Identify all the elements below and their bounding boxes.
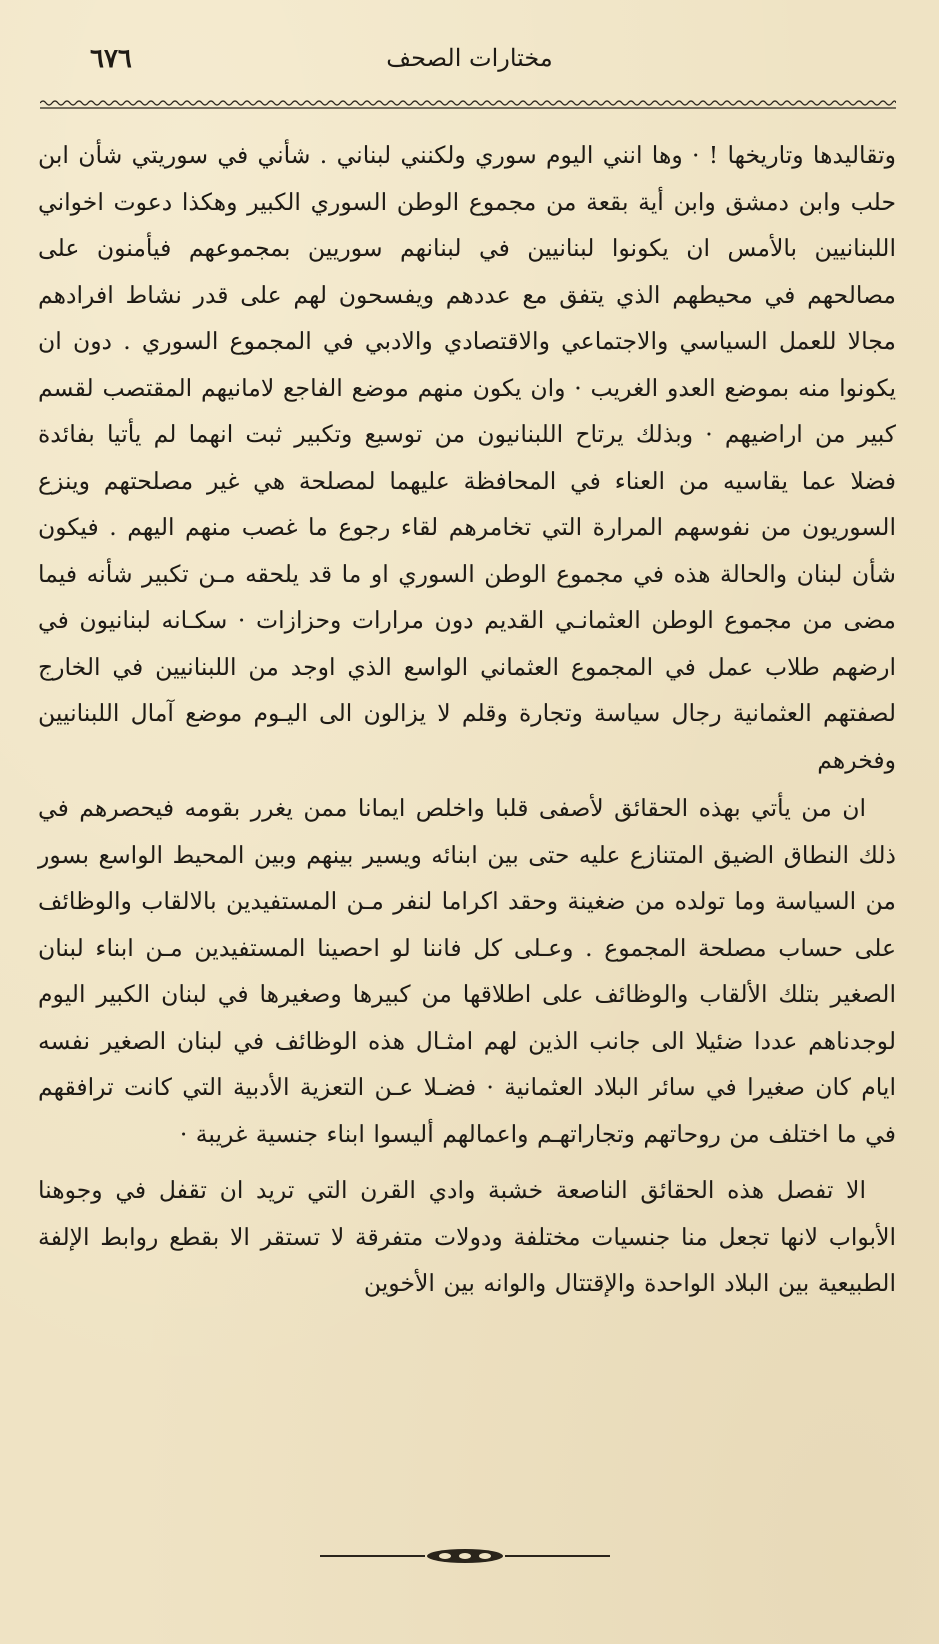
article-body (38, 132, 896, 1307)
paragraph-3: الا تفصل هذه الحقائق الناصعة خشبة وادي القرن التي تريد ان تقفل في وجوهنا الأبواب لانها تجعل منا جنسيات مختلفة ودولات متفرقة لا تستقر الا بقطع روابط الإلفة الطبيعية بين البلاد الواحدة والإقتتال والوانه بين الأخوين (38, 1176, 896, 1297)
paragraph-2: ان من يأتي بهذه الحقائق لأصفى قلبا واخلص ايمانا ممن يغرر بقومه فيحصرهم في ذلك النطاق الضيق المتنازع عليه حتى بين ابنائه ويسير بينهم وبين المحيط الواسع بسور من السياسة وما تولده من ضغينة وحقد اكراما لنفر مـن المستفيدين بالالقاب والوظائف على حساب مصلحة المجموع . وعـلى كل فاننا لو احصينا المستفيدين مـن ابناء لبنان الصغير بتلك الألقاب والوظائف على اطلاقها من كبيرها وصغيرها في لبنان الكبير اليوم لوجدناهم عددا ضئيلا الى جانب الذين لهم امثـال هذه الوظائف في لبنان الصغير نفسه ايام كان صغيرا في سائر البلاد العثمانية · فضـلا عـن التعزية الأدبية التي كانت ترافقهم في ما اختلف من روحاتهم وتجاراتهـم واعمالهم أليسوا ابناء جنسية غريبة · (38, 794, 896, 1148)
running-title: مختارات الصحف (386, 44, 553, 72)
end-ornament (320, 1546, 610, 1566)
page-number: ٦٧٦ (90, 44, 132, 74)
page-header (40, 40, 899, 80)
wavy-rule (40, 98, 896, 110)
paragraph-1: وتقاليدها وتاريخها ! · وها انني اليوم سوري ولكنني لبناني . شأني في سوريتي شأن ابن حلب وابن دمشق وابن أية بقعة من مجموع الوطن السوري الكبير وهكذا دعوت اخواني اللبنانيين بالأمس ان يكونوا لبنانيين في لبنانهم سوريين بمجموعهم فيأمنون على مصالحهم في محيطهم الذي يتفق مع عددهم ويفسحون لهم على قدر نشاط افرادهم مجالا للعمل السياسي والاجتماعي والاقتصادي والادبي في المجموع السوري . دون ان يكونوا منه بموضع العدو الغريب · وان يكون منهم موضع الفاجع لامانيهم المقتصب لقسم كبير من اراضيهم · وبذلك يرتاح اللبنانيون من توسيع وتكبير ثبت انهما لم يأتيا بفائدة فضلا عما يقاسيه من العناء في المحافظة عليهما لمصلحة هي غير مصلحتهم وينزع السوريون من نفوسهم المرارة التي تخامرهم لقاء رجوع ما غصب منهم اليهم . فيكون شأن لبنان والحالة هذه في مجموع الوطن السوري او ما قد يلحقه مـن تكبير شأنه فيما مضى من مجموع الوطن العثمانـي القديم دون مرارات وحزازات · سكـانه لبنانيون في ارضهم طلاب عمل في المجموع العثماني الواسع الذي اوجد من اللبنانيين في الخارج لصفتهم العثمانية رجال سياسة وتجارة وقلم لا يزالون الى اليـوم موضع آمال اللبنانيين وفخرهم (38, 141, 896, 774)
